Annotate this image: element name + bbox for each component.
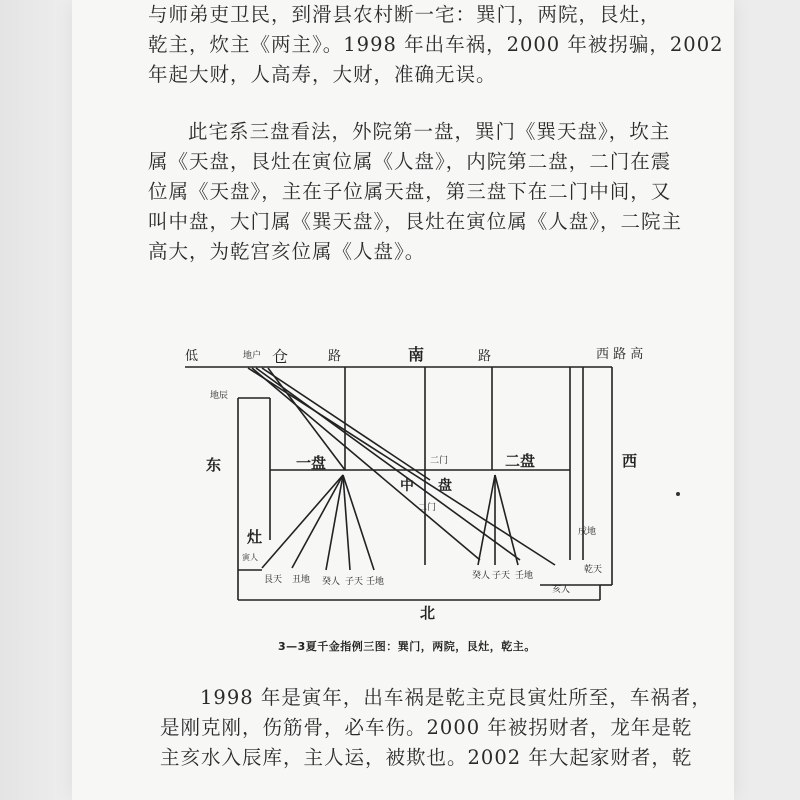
text-line: 此宅系三盘看法，外院第一盘，巽门《巽天盘》，坎主 [188,120,671,143]
label-zitian-2: 子天 [492,571,511,581]
label-zhong: 中 [400,478,414,494]
label-choudi: 丑地 [292,575,311,585]
text-line: 与师弟吏卫民，到滑县农村断一宅：巽门，两院，艮灶， [148,3,661,26]
label-zao: 灶 [247,528,263,546]
text-line: 年起大财，人高寿，大财，准确无误。 [148,63,497,86]
label-rendi: 壬地 [366,577,385,587]
ink-dot [676,492,680,496]
label-cang: 仓 [272,347,289,366]
label-rendi-2: 壬地 [515,571,534,581]
text-line: 乾主，炊主《两主》。1998 年出车祸，2000 年被拐骗，2002 [148,33,724,56]
figure-caption: 3—3夏千金指例三图：巽门，两院，艮灶，乾主。 [278,640,536,653]
label-road-1: 路 [328,349,342,364]
label-yinren: 寅人 [242,553,258,562]
label-pan: 盘 [438,478,452,494]
label-guiren: 癸人 [322,577,341,587]
label-ermen-2: 二门 [418,503,437,513]
label-guiren-2: 癸人 [472,571,491,581]
text-line: 主亥水入辰库，主人运，被欺也。2002 年大起家财者，乾 [160,746,693,769]
label-low: 低 [185,349,199,364]
text-line: 属《天盘，艮灶在寅位属《人盘》，内院第二盘，二门在震 [148,150,672,173]
label-south: 南 [408,345,425,364]
label-yipan: 一盘 [296,454,327,472]
text-line: 叫中盘，大门属《巽天盘》，艮灶在寅位属《人盘》，二院主 [148,210,683,233]
label-gentian: 艮天 [264,575,283,585]
label-east: 东 [206,456,222,474]
label-hairen: 亥人 [552,585,571,595]
label-zitian: 子天 [345,577,364,587]
label-west: 西 [622,452,638,470]
label-north: 北 [420,604,436,622]
text-line: 高大，为乾宫亥位属《人盘》。 [148,240,426,263]
label-erpan: 二盘 [505,452,536,470]
label-road-2: 路 [478,349,492,364]
label-dihu: 地户 [243,351,262,361]
paragraph-3 [160,683,712,773]
text-line: 1998 年是寅年，出车祸是乾主克艮寅灶所至，车祸者， [200,686,712,709]
text-line: 位属《天盘》，主在子位属天盘，第三盘下在二门中间，又 [148,180,672,203]
label-west-road-high: 西 路 高 [596,347,644,362]
text-line: 是刚克刚，伤筋骨，必车伤。2000 年被拐财者，龙年是乾 [160,716,693,739]
label-qiantian: 乾天 [584,565,603,575]
label-dichen: 地辰 [210,391,229,401]
label-xudi: 戌地 [578,527,597,537]
label-ermen: 二门 [430,456,449,466]
